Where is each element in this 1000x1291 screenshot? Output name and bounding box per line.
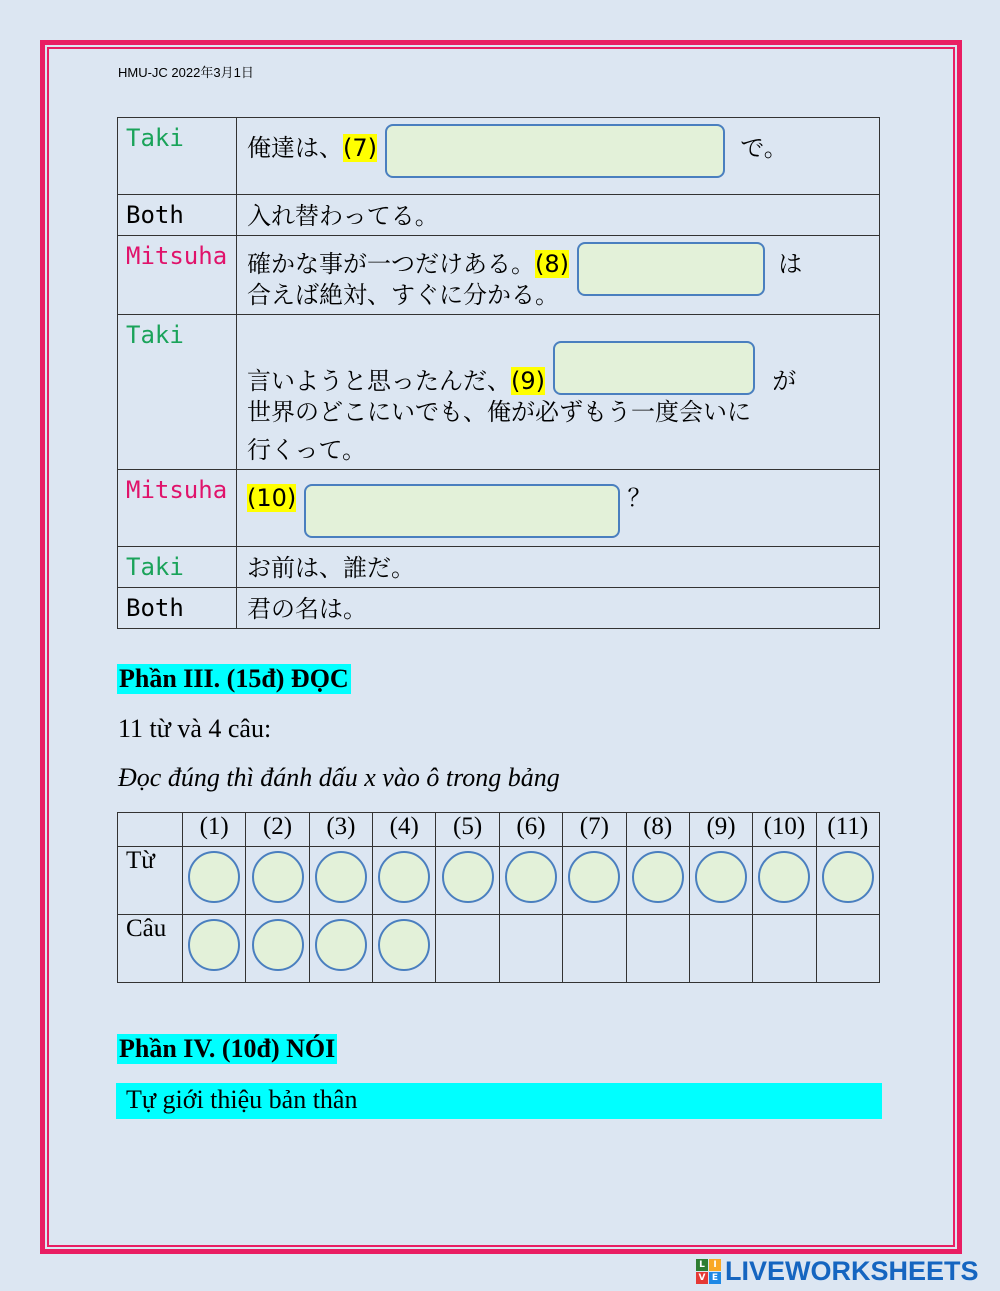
grid-cell: [626, 915, 689, 983]
speaker-cell: Taki: [118, 118, 237, 195]
line-text: が: [772, 367, 797, 395]
grid-cell: [436, 847, 499, 915]
blank-number: (8): [535, 250, 569, 278]
row-label-tu: Từ: [118, 847, 183, 915]
grid-cell: [499, 847, 562, 915]
grid-cell: [626, 847, 689, 915]
word-checkbox[interactable]: [252, 851, 304, 903]
column-header: (11): [816, 813, 879, 847]
speaking-task: Tự giới thiệu bản thân: [116, 1083, 882, 1119]
column-header: (9): [689, 813, 752, 847]
logo-letter: I: [709, 1259, 721, 1271]
section-4-title: Phần IV. (10đ) NÓI: [119, 1034, 336, 1063]
column-header: (5): [436, 813, 499, 847]
blank-number: (10): [247, 484, 297, 512]
line-text: で。: [740, 134, 788, 162]
speaker-cell: Both: [118, 588, 237, 629]
logo-letter: E: [709, 1272, 721, 1284]
grid-cell: [246, 847, 309, 915]
grid-cell: [816, 915, 879, 983]
speaker-cell: Both: [118, 195, 237, 236]
dialog-line: [237, 470, 880, 547]
logo-letter: L: [696, 1259, 708, 1271]
word-checkbox[interactable]: [822, 851, 874, 903]
row-label-cau: Câu: [118, 915, 183, 983]
answer-input-9[interactable]: [553, 341, 755, 395]
blank-number: (9): [511, 367, 545, 395]
section-3-title: Phần III. (15đ) ĐỌC: [119, 664, 349, 693]
word-checkbox[interactable]: [188, 851, 240, 903]
column-header: (2): [246, 813, 309, 847]
dialog-line: お前は、誰だ。: [237, 547, 880, 588]
section-3-subtitle: 11 từ và 4 câu:: [118, 714, 272, 743]
line-text: ？: [627, 484, 652, 512]
word-checkbox[interactable]: [758, 851, 810, 903]
speaker-cell: Mitsuha: [118, 470, 237, 547]
grid-cell: [563, 915, 626, 983]
line-text: 行くって。: [247, 436, 367, 464]
speaker-cell: Taki: [118, 315, 237, 470]
speaker-cell: Taki: [118, 547, 237, 588]
grid-cell: [753, 915, 816, 983]
grid-cell: [816, 847, 879, 915]
grid-cell: [309, 915, 372, 983]
column-header: (10): [753, 813, 816, 847]
word-checkbox[interactable]: [378, 851, 430, 903]
grid-cell: [689, 847, 752, 915]
grid-cell: [689, 915, 752, 983]
sentence-checkbox[interactable]: [252, 919, 304, 971]
page-header: HMU-JC 2022年3月1日: [118, 65, 254, 80]
dialog-table: [117, 117, 880, 629]
line-text: 確かな事が一つだけある。: [247, 250, 535, 278]
column-header: (8): [626, 813, 689, 847]
speaker-cell: Mitsuha: [118, 236, 237, 315]
sentence-checkbox[interactable]: [315, 919, 367, 971]
answer-input-10[interactable]: [304, 484, 620, 538]
grid-cell: [183, 915, 246, 983]
word-checkbox[interactable]: [695, 851, 747, 903]
word-checkbox[interactable]: [505, 851, 557, 903]
sentence-checkbox[interactable]: [188, 919, 240, 971]
grid-cell: [499, 915, 562, 983]
column-header: (4): [373, 813, 436, 847]
column-header: (1): [183, 813, 246, 847]
dialog-line: [237, 236, 880, 315]
column-header: (3): [309, 813, 372, 847]
column-header: (7): [563, 813, 626, 847]
line-text: は: [778, 250, 803, 278]
grid-cell: [373, 915, 436, 983]
line-text: 世界のどこにいでも、俺が必ずもう一度会いに: [247, 398, 751, 426]
sentence-checkbox[interactable]: [378, 919, 430, 971]
logo-letter: V: [696, 1272, 708, 1284]
section-3-instruction: Đọc đúng thì đánh dấu x vào ô trong bảng: [118, 763, 560, 792]
grid-cell: [753, 847, 816, 915]
grid-cell: [563, 847, 626, 915]
line-text: 合えば絶対、すぐに分かる。: [247, 281, 559, 309]
dialog-line: [237, 118, 880, 195]
grid-cell: [183, 847, 246, 915]
grid-corner: [118, 813, 183, 847]
grid-cell: [309, 847, 372, 915]
blank-number: (7): [343, 134, 377, 162]
word-checkbox[interactable]: [632, 851, 684, 903]
word-checkbox[interactable]: [568, 851, 620, 903]
logo-mark-icon: [696, 1259, 721, 1284]
dialog-line: [237, 315, 880, 470]
dialog-line: 入れ替わってる。: [237, 195, 880, 236]
answer-input-7[interactable]: [385, 124, 725, 178]
column-header: (6): [499, 813, 562, 847]
liveworksheets-logo: [696, 1256, 979, 1287]
line-text: 俺達は、: [247, 134, 343, 162]
dialog-line: 君の名は。: [237, 588, 880, 629]
reading-grid: [117, 812, 880, 983]
logo-text: LIVEWORKSHEETS: [725, 1256, 979, 1286]
line-text: 言いようと思ったんだ、: [247, 367, 511, 395]
word-checkbox[interactable]: [442, 851, 494, 903]
grid-cell: [436, 915, 499, 983]
word-checkbox[interactable]: [315, 851, 367, 903]
grid-cell: [373, 847, 436, 915]
answer-input-8[interactable]: [577, 242, 765, 296]
grid-cell: [246, 915, 309, 983]
